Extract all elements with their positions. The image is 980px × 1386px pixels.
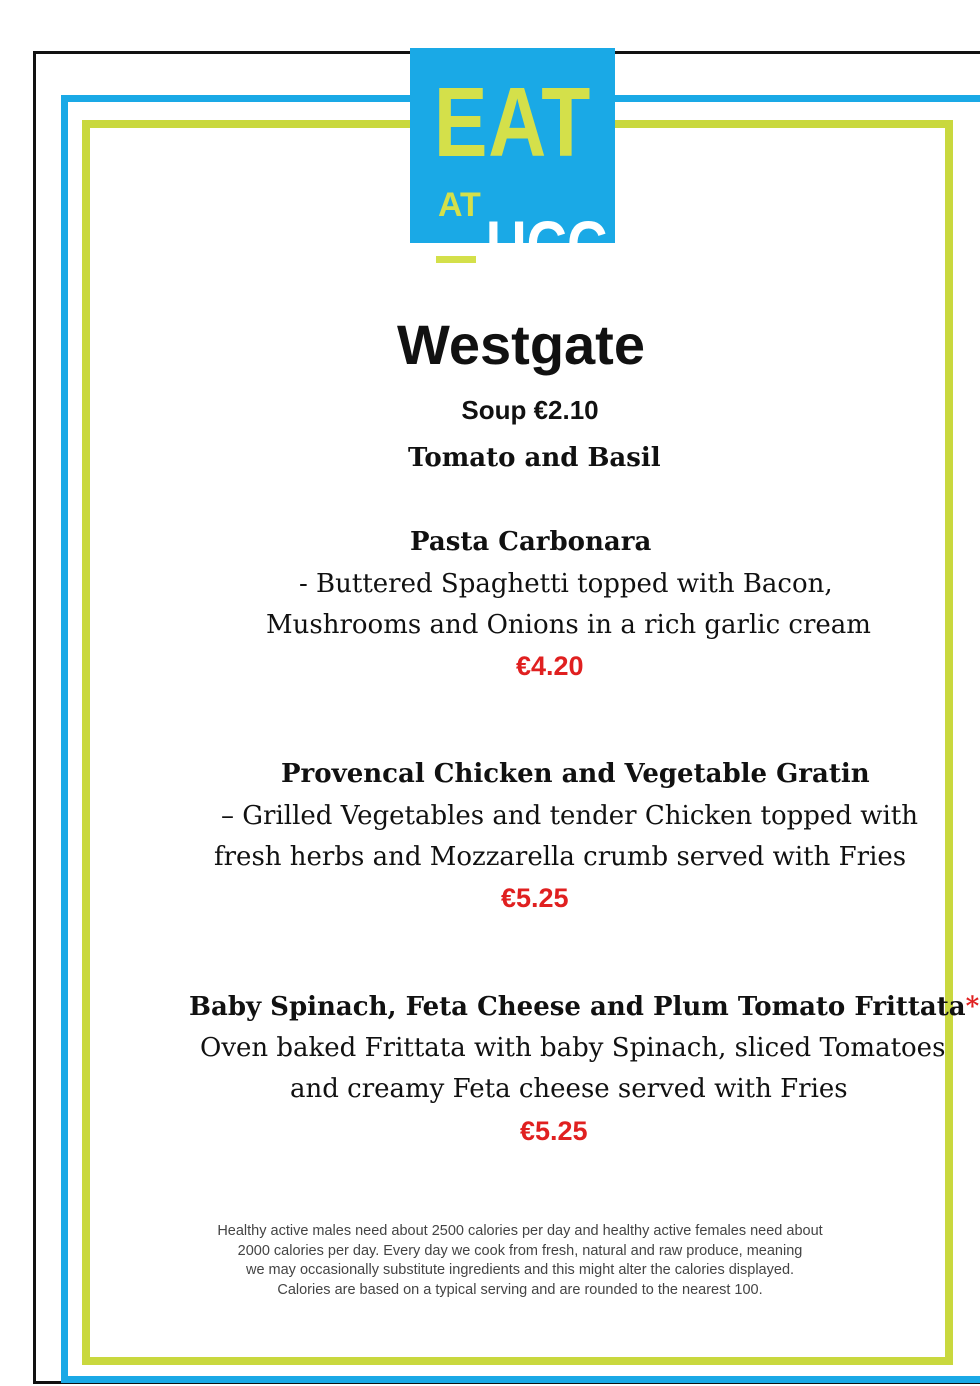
dish-name: Baby Spinach, Feta Cheese and Plum Tomato Frittata xyxy=(189,992,966,1022)
vegetarian-marker: * xyxy=(965,992,980,1022)
soup-name: Tomato and Basil xyxy=(408,443,661,473)
dish-name: Provencal Chicken and Vegetable Gratin xyxy=(281,759,870,789)
disclaimer-line: Calories are based on a typical serving and are rounded to the nearest 100. xyxy=(277,1281,763,1298)
disclaimer-line: we may occasionally substitute ingredients and this might alter the calories displayed. xyxy=(245,1262,795,1278)
dish-name-row xyxy=(189,990,979,1024)
dish-price: €4.20 xyxy=(516,651,584,681)
dish-description: – Grilled Vegetables and tender Chicken topped with xyxy=(221,801,918,831)
disclaimer-line: Healthy active males need about 2500 calories per day and healthy active females need about xyxy=(217,1223,823,1239)
dish-description: and creamy Feta cheese served with Fries xyxy=(290,1074,848,1104)
disclaimer-line: 2000 calories per day. Every day we cook from fresh, natural and raw produce, meaning xyxy=(237,1242,803,1259)
dish-description: Mushrooms and Onions in a rich garlic cream xyxy=(266,610,871,640)
dish-name: Pasta Carbonara xyxy=(410,527,652,557)
dish-description: Oven baked Frittata with baby Spinach, sliced Tomatoes xyxy=(200,1033,946,1063)
soup-price: Soup €2.10 xyxy=(461,395,599,425)
calorie-disclaimer xyxy=(160,1222,880,1300)
menu-title: Westgate xyxy=(397,313,645,376)
dish-description: fresh herbs and Mozzarella crumb served with Fries xyxy=(214,842,907,872)
eat-at-ucc-logo xyxy=(410,48,615,281)
dish-price: €5.25 xyxy=(501,883,569,913)
logo-underline xyxy=(436,256,476,263)
dish-price: €5.25 xyxy=(520,1116,588,1146)
green-border xyxy=(82,120,953,1365)
logo-eat-text: EAT xyxy=(433,67,592,177)
logo-at-text: AT xyxy=(438,186,481,224)
logo-ucc-text: UCC xyxy=(486,207,608,281)
dish-description: - Buttered Spaghetti topped with Bacon, xyxy=(299,569,833,599)
